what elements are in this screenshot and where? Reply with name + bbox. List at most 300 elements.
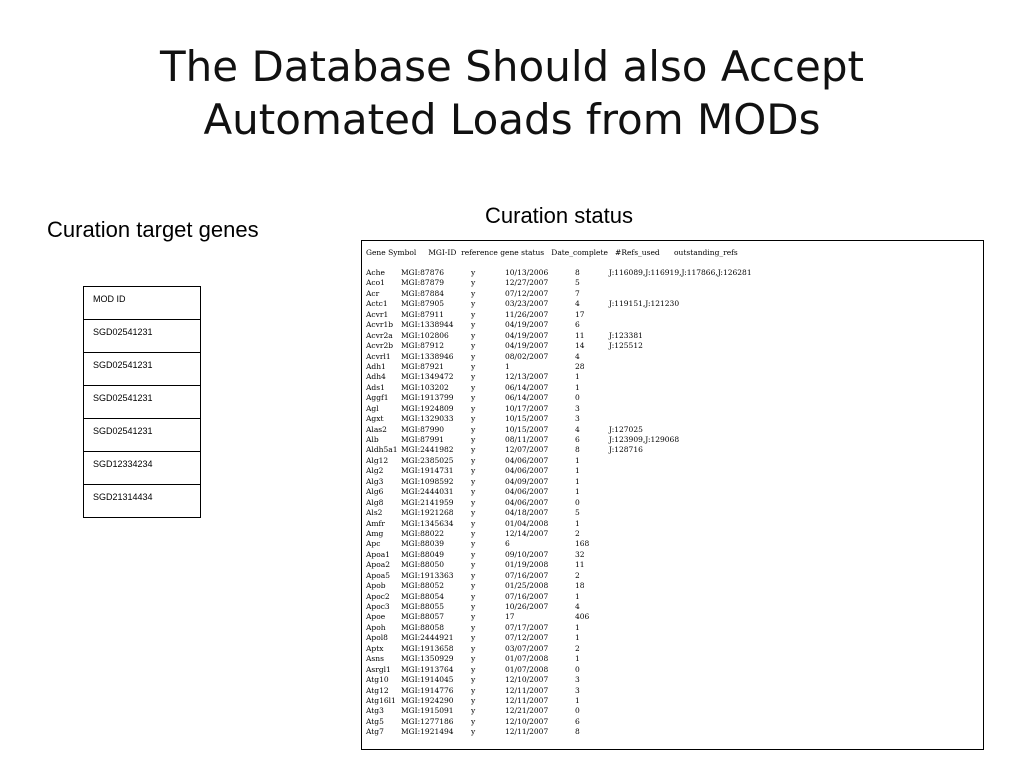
status-table-row xyxy=(362,560,983,570)
status-table-row xyxy=(362,727,983,737)
refs-used-cell: 0 xyxy=(575,393,580,403)
gene-symbol-cell: Amfr xyxy=(366,518,385,528)
gene-symbol-cell: Apc xyxy=(366,539,381,549)
date-complete-cell: 04/19/2007 xyxy=(505,341,549,351)
mgi-id-cell: MGI:87921 xyxy=(401,361,445,371)
refs-used-cell: 0 xyxy=(575,664,580,674)
reference-status-cell: y xyxy=(471,455,476,465)
status-table-row xyxy=(362,414,983,424)
date-complete-cell: 10/26/2007 xyxy=(505,602,549,611)
mod-id-cell: SGD21314434 xyxy=(84,485,201,518)
date-complete-cell: 01/07/2008 xyxy=(505,654,549,664)
mgi-id-cell: MGI:1915091 xyxy=(401,706,454,716)
date-complete-cell: 10/13/2006 xyxy=(505,268,549,277)
date-complete-cell: 04/06/2007 xyxy=(505,497,549,507)
gene-symbol-cell: Aco1 xyxy=(366,278,385,288)
status-table-header: Gene Symbol MGI-ID reference gene status Date_complete #Refs_used outstanding_refs xyxy=(366,248,738,257)
refs-used-cell: 17 xyxy=(575,309,585,319)
mgi-id-cell: MGI:1914731 xyxy=(401,466,454,476)
gene-symbol-cell: Alg3 xyxy=(366,476,384,486)
status-table-row xyxy=(362,372,983,382)
date-complete-cell: 12/27/2007 xyxy=(505,278,549,288)
outstanding-refs-cell: J:116089,J:116919,J:117866,J:126281 xyxy=(609,268,752,277)
reference-status-cell: y xyxy=(471,602,476,611)
reference-status-cell: y xyxy=(471,424,476,434)
mod-table-row xyxy=(84,386,201,419)
status-table-row xyxy=(362,425,983,435)
mgi-id-cell: MGI:87991 xyxy=(401,435,445,444)
status-table-row xyxy=(362,644,983,654)
reference-status-cell: y xyxy=(471,706,476,716)
mgi-id-cell: MGI:87876 xyxy=(401,268,445,277)
refs-used-cell: 8 xyxy=(575,727,580,737)
gene-symbol-cell: Asrgl1 xyxy=(366,664,391,674)
date-complete-cell: 04/06/2007 xyxy=(505,455,549,465)
reference-status-cell: y xyxy=(471,591,476,601)
status-table-row xyxy=(362,654,983,664)
mod-id-cell: SGD02541231 xyxy=(84,320,201,353)
gene-symbol-cell: Agxt xyxy=(366,414,384,424)
gene-symbol-cell: Actc1 xyxy=(366,299,388,309)
gene-symbol-cell: Apoc2 xyxy=(366,591,390,601)
refs-used-cell: 5 xyxy=(575,278,580,288)
date-complete-cell: 12/07/2007 xyxy=(505,445,549,455)
date-complete-cell: 17 xyxy=(505,612,515,622)
refs-used-cell: 4 xyxy=(575,602,580,611)
refs-used-cell: 2 xyxy=(575,643,580,653)
reference-status-cell: y xyxy=(471,695,476,705)
mgi-id-cell: MGI:1921494 xyxy=(401,727,454,737)
status-table-row xyxy=(362,612,983,622)
outstanding-refs-cell: J:123381 xyxy=(609,330,643,340)
refs-used-cell: 18 xyxy=(575,581,585,591)
reference-status-cell: y xyxy=(471,581,476,591)
gene-symbol-cell: Amg xyxy=(366,528,384,538)
mgi-id-cell: MGI:2385025 xyxy=(401,455,454,465)
refs-used-cell: 3 xyxy=(575,675,580,685)
gene-symbol-cell: Apoa1 xyxy=(366,549,390,559)
reference-status-cell: y xyxy=(471,675,476,685)
date-complete-cell: 10/15/2007 xyxy=(505,414,549,424)
gene-symbol-cell: Acvrl1 xyxy=(366,351,391,361)
status-table-row xyxy=(362,435,983,445)
date-complete-cell: 04/18/2007 xyxy=(505,508,549,518)
reference-status-cell: y xyxy=(471,372,476,382)
reference-status-cell: y xyxy=(471,466,476,476)
mgi-id-cell: MGI:88058 xyxy=(401,622,445,632)
mgi-id-cell: MGI:1338944 xyxy=(401,320,454,330)
gene-symbol-cell: Atg16l1 xyxy=(366,695,396,705)
status-table-row xyxy=(362,331,983,341)
mgi-id-cell: MGI:2444031 xyxy=(401,487,454,497)
date-complete-cell: 10/17/2007 xyxy=(505,403,549,413)
status-table-row xyxy=(362,477,983,487)
date-complete-cell: 07/16/2007 xyxy=(505,591,549,601)
status-table-row xyxy=(362,498,983,508)
gene-symbol-cell: Acvr2b xyxy=(366,341,394,351)
status-table-row xyxy=(362,592,983,602)
date-complete-cell: 12/10/2007 xyxy=(505,675,549,685)
date-complete-cell: 1 xyxy=(505,361,510,371)
refs-used-cell: 4 xyxy=(575,351,580,361)
date-complete-cell: 06/14/2007 xyxy=(505,393,549,403)
status-table-row xyxy=(362,289,983,299)
slide-title xyxy=(0,40,1024,146)
mgi-id-cell: MGI:103202 xyxy=(401,382,449,392)
date-complete-cell: 03/23/2007 xyxy=(505,299,549,309)
reference-status-cell: y xyxy=(471,716,476,726)
mgi-id-cell: MGI:88057 xyxy=(401,612,445,622)
mgi-id-cell: MGI:1338946 xyxy=(401,351,454,361)
reference-status-cell: y xyxy=(471,508,476,518)
gene-symbol-cell: Asns xyxy=(366,654,384,664)
reference-status-cell: y xyxy=(471,727,476,737)
mgi-id-cell: MGI:1349472 xyxy=(401,372,454,382)
gene-symbol-cell: Acvr1 xyxy=(366,309,389,319)
refs-used-cell: 168 xyxy=(575,539,590,549)
slide-title-line-1: The Database Should also Accept xyxy=(160,42,864,91)
mgi-id-cell: MGI:87911 xyxy=(401,309,445,319)
status-table-row xyxy=(362,278,983,288)
reference-status-cell: y xyxy=(471,341,476,351)
date-complete-cell: 12/21/2007 xyxy=(505,706,549,716)
mgi-id-cell: MGI:1913363 xyxy=(401,570,454,580)
refs-used-cell: 0 xyxy=(575,497,580,507)
gene-symbol-cell: Alg12 xyxy=(366,455,389,465)
reference-status-cell: y xyxy=(471,414,476,424)
refs-used-cell: 1 xyxy=(575,476,580,486)
refs-used-cell: 1 xyxy=(575,487,580,497)
refs-used-cell: 3 xyxy=(575,685,580,695)
mgi-id-cell: MGI:1924809 xyxy=(401,403,454,413)
status-table-row xyxy=(362,539,983,549)
status-table-row xyxy=(362,581,983,591)
reference-status-cell: y xyxy=(471,445,476,455)
mgi-id-cell: MGI:88055 xyxy=(401,602,445,611)
date-complete-cell: 06/14/2007 xyxy=(505,382,549,392)
mgi-id-cell: MGI:1914045 xyxy=(401,675,454,685)
reference-status-cell: y xyxy=(471,309,476,319)
status-table-row xyxy=(362,404,983,414)
mgi-id-cell: MGI:1913799 xyxy=(401,393,454,403)
reference-status-cell: y xyxy=(471,403,476,413)
refs-used-cell: 32 xyxy=(575,549,585,559)
curation-status-table xyxy=(361,240,984,750)
date-complete-cell: 12/13/2007 xyxy=(505,372,549,382)
date-complete-cell: 09/10/2007 xyxy=(505,549,549,559)
refs-used-cell: 2 xyxy=(575,528,580,538)
refs-used-cell: 6 xyxy=(575,435,580,444)
refs-used-cell: 1 xyxy=(575,455,580,465)
gene-symbol-cell: Apoc3 xyxy=(366,602,390,611)
date-complete-cell: 04/19/2007 xyxy=(505,330,549,340)
date-complete-cell: 07/12/2007 xyxy=(505,633,549,643)
refs-used-cell: 8 xyxy=(575,445,580,455)
mgi-id-cell: MGI:1924290 xyxy=(401,695,454,705)
status-table-row xyxy=(362,445,983,455)
reference-status-cell: y xyxy=(471,528,476,538)
refs-used-cell: 4 xyxy=(575,299,580,309)
status-table-row xyxy=(362,310,983,320)
date-complete-cell: 04/19/2007 xyxy=(505,320,549,330)
slide-title-line-2: Automated Loads from MODs xyxy=(203,95,821,144)
status-table-row xyxy=(362,550,983,560)
status-table-row xyxy=(362,665,983,675)
date-complete-cell: 08/11/2007 xyxy=(505,435,549,444)
mgi-id-cell: MGI:88022 xyxy=(401,528,445,538)
gene-symbol-cell: Apoe xyxy=(366,612,386,622)
refs-used-cell: 1 xyxy=(575,372,580,382)
mgi-id-cell: MGI:87912 xyxy=(401,341,445,351)
status-table-row xyxy=(362,529,983,539)
gene-symbol-cell: Atg3 xyxy=(366,706,384,716)
gene-symbol-cell: Atg5 xyxy=(366,716,384,726)
reference-status-cell: y xyxy=(471,487,476,497)
refs-used-cell: 2 xyxy=(575,570,580,580)
gene-symbol-cell: Alg8 xyxy=(366,497,384,507)
date-complete-cell: 04/09/2007 xyxy=(505,476,549,486)
status-table-row xyxy=(362,686,983,696)
reference-status-cell: y xyxy=(471,518,476,528)
outstanding-refs-cell: J:127025 xyxy=(609,424,643,434)
outstanding-refs-cell: J:125512 xyxy=(609,341,643,351)
status-table-row xyxy=(362,571,983,581)
mgi-id-cell: MGI:1921268 xyxy=(401,508,454,518)
gene-symbol-cell: Aldh5a1 xyxy=(366,445,398,455)
status-table-row xyxy=(362,508,983,518)
gene-symbol-cell: Alas2 xyxy=(366,424,387,434)
mgi-id-cell: MGI:1329033 xyxy=(401,414,454,424)
status-table-row xyxy=(362,320,983,330)
status-table-row xyxy=(362,633,983,643)
gene-symbol-cell: Apob xyxy=(366,581,386,591)
reference-status-cell: y xyxy=(471,654,476,664)
gene-symbol-cell: Alg6 xyxy=(366,487,384,497)
mgi-id-cell: MGI:1277186 xyxy=(401,716,454,726)
status-table-row xyxy=(362,519,983,529)
refs-used-cell: 3 xyxy=(575,403,580,413)
reference-status-cell: y xyxy=(471,570,476,580)
mod-table-row xyxy=(84,485,201,518)
mgi-id-cell: MGI:2441982 xyxy=(401,445,454,455)
refs-used-cell: 1 xyxy=(575,382,580,392)
gene-symbol-cell: Agl xyxy=(366,403,379,413)
mod-id-cell: SGD02541231 xyxy=(84,353,201,386)
date-complete-cell: 12/14/2007 xyxy=(505,528,549,538)
status-table-row xyxy=(362,675,983,685)
gene-symbol-cell: Apoa5 xyxy=(366,570,390,580)
reference-status-cell: y xyxy=(471,268,476,277)
refs-used-cell: 6 xyxy=(575,320,580,330)
mgi-id-cell: MGI:87990 xyxy=(401,424,445,434)
gene-symbol-cell: Atg10 xyxy=(366,675,389,685)
date-complete-cell: 12/11/2007 xyxy=(505,727,549,737)
refs-used-cell: 11 xyxy=(575,560,585,570)
refs-used-cell: 1 xyxy=(575,654,580,664)
mgi-id-cell: MGI:1350929 xyxy=(401,654,454,664)
reference-status-cell: y xyxy=(471,664,476,674)
date-complete-cell: 6 xyxy=(505,539,510,549)
refs-used-cell: 4 xyxy=(575,424,580,434)
refs-used-cell: 1 xyxy=(575,695,580,705)
reference-status-cell: y xyxy=(471,643,476,653)
mgi-id-cell: MGI:87905 xyxy=(401,299,445,309)
gene-symbol-cell: Apol8 xyxy=(366,633,388,643)
date-complete-cell: 01/25/2008 xyxy=(505,581,549,591)
status-table-row xyxy=(362,299,983,309)
date-complete-cell: 03/07/2007 xyxy=(505,643,549,653)
date-complete-cell: 08/02/2007 xyxy=(505,351,549,361)
mod-table-row xyxy=(84,353,201,386)
reference-status-cell: y xyxy=(471,612,476,622)
status-table-row xyxy=(362,623,983,633)
mgi-id-cell: MGI:87884 xyxy=(401,288,445,298)
reference-status-cell: y xyxy=(471,278,476,288)
mod-id-header-cell: MOD ID xyxy=(84,287,201,320)
status-table-row xyxy=(362,696,983,706)
refs-used-cell: 14 xyxy=(575,341,585,351)
mod-id-cell: SGD12334234 xyxy=(84,452,201,485)
reference-status-cell: y xyxy=(471,476,476,486)
reference-status-cell: y xyxy=(471,351,476,361)
reference-status-cell: y xyxy=(471,299,476,309)
reference-status-cell: y xyxy=(471,622,476,632)
date-complete-cell: 10/15/2007 xyxy=(505,424,549,434)
gene-symbol-cell: Atg7 xyxy=(366,727,384,737)
date-complete-cell: 11/26/2007 xyxy=(505,309,549,319)
reference-status-cell: y xyxy=(471,497,476,507)
mgi-id-cell: MGI:88050 xyxy=(401,560,445,570)
reference-status-cell: y xyxy=(471,393,476,403)
mgi-id-cell: MGI:1914776 xyxy=(401,685,454,695)
mgi-id-cell: MGI:88039 xyxy=(401,539,445,549)
mgi-id-cell: MGI:87879 xyxy=(401,278,445,288)
gene-symbol-cell: Atg12 xyxy=(366,685,389,695)
gene-symbol-cell: Apoh xyxy=(366,622,386,632)
status-table-row xyxy=(362,362,983,372)
status-table-row xyxy=(362,393,983,403)
date-complete-cell: 01/07/2008 xyxy=(505,664,549,674)
mgi-id-cell: MGI:102806 xyxy=(401,330,449,340)
status-table-row xyxy=(362,456,983,466)
status-table-row xyxy=(362,602,983,612)
refs-used-cell: 0 xyxy=(575,706,580,716)
refs-used-cell: 6 xyxy=(575,716,580,726)
outstanding-refs-cell: J:128716 xyxy=(609,445,643,455)
date-complete-cell: 12/10/2007 xyxy=(505,716,549,726)
curation-status-heading: Curation status xyxy=(485,203,633,228)
gene-symbol-cell: Aptx xyxy=(366,643,384,653)
reference-status-cell: y xyxy=(471,382,476,392)
gene-symbol-cell: Ache xyxy=(366,268,385,277)
status-table-row xyxy=(362,268,983,278)
mod-id-cell: SGD02541231 xyxy=(84,386,201,419)
refs-used-cell: 1 xyxy=(575,622,580,632)
gene-symbol-cell: Ads1 xyxy=(366,382,385,392)
mgi-id-cell: MGI:1913658 xyxy=(401,643,454,653)
reference-status-cell: y xyxy=(471,685,476,695)
date-complete-cell: 04/06/2007 xyxy=(505,487,549,497)
mgi-id-cell: MGI:1098592 xyxy=(401,476,454,486)
date-complete-cell: 01/19/2008 xyxy=(505,560,549,570)
status-table-rows xyxy=(362,268,983,738)
mod-id-table xyxy=(83,286,201,518)
mgi-id-cell: MGI:1913764 xyxy=(401,664,454,674)
gene-symbol-cell: Acr xyxy=(366,288,380,298)
status-table-row xyxy=(362,717,983,727)
gene-symbol-cell: Adh1 xyxy=(366,361,386,371)
reference-status-cell: y xyxy=(471,539,476,549)
refs-used-cell: 3 xyxy=(575,414,580,424)
status-table-row xyxy=(362,706,983,716)
date-complete-cell: 12/11/2007 xyxy=(505,695,549,705)
mgi-id-cell: MGI:88052 xyxy=(401,581,445,591)
mod-table-header-row xyxy=(84,287,201,320)
mgi-id-cell: MGI:2444921 xyxy=(401,633,454,643)
refs-used-cell: 7 xyxy=(575,288,580,298)
gene-symbol-cell: Alg2 xyxy=(366,466,384,476)
date-complete-cell: 07/16/2007 xyxy=(505,570,549,580)
gene-symbol-cell: Acvr2a xyxy=(366,330,393,340)
mgi-id-cell: MGI:1345634 xyxy=(401,518,454,528)
mod-table-row xyxy=(84,419,201,452)
refs-used-cell: 1 xyxy=(575,518,580,528)
gene-symbol-cell: Alb xyxy=(366,435,379,444)
reference-status-cell: y xyxy=(471,560,476,570)
outstanding-refs-cell: J:119151,J:121230 xyxy=(609,299,680,309)
gene-symbol-cell: Aggf1 xyxy=(366,393,389,403)
date-complete-cell: 01/04/2008 xyxy=(505,518,549,528)
status-table-row xyxy=(362,487,983,497)
reference-status-cell: y xyxy=(471,288,476,298)
curation-target-genes-heading: Curation target genes xyxy=(47,217,259,242)
refs-used-cell: 1 xyxy=(575,591,580,601)
date-complete-cell: 12/11/2007 xyxy=(505,685,549,695)
status-table-row xyxy=(362,341,983,351)
reference-status-cell: y xyxy=(471,435,476,444)
gene-symbol-cell: Acvr1b xyxy=(366,320,394,330)
refs-used-cell: 28 xyxy=(575,361,585,371)
date-complete-cell: 07/12/2007 xyxy=(505,288,549,298)
refs-used-cell: 1 xyxy=(575,466,580,476)
reference-status-cell: y xyxy=(471,330,476,340)
status-table-row xyxy=(362,352,983,362)
refs-used-cell: 11 xyxy=(575,330,585,340)
mod-table-row xyxy=(84,452,201,485)
gene-symbol-cell: Apoa2 xyxy=(366,560,390,570)
mod-id-cell: SGD02541231 xyxy=(84,419,201,452)
reference-status-cell: y xyxy=(471,633,476,643)
mgi-id-cell: MGI:88049 xyxy=(401,549,445,559)
mgi-id-cell: MGI:2141959 xyxy=(401,497,454,507)
status-table-row xyxy=(362,383,983,393)
gene-symbol-cell: Adh4 xyxy=(366,372,386,382)
mod-table-row xyxy=(84,320,201,353)
date-complete-cell: 07/17/2007 xyxy=(505,622,549,632)
outstanding-refs-cell: J:123909,J:129068 xyxy=(609,435,680,444)
mgi-id-cell: MGI:88054 xyxy=(401,591,445,601)
gene-symbol-cell: Als2 xyxy=(366,508,383,518)
reference-status-cell: y xyxy=(471,361,476,371)
refs-used-cell: 5 xyxy=(575,508,580,518)
refs-used-cell: 406 xyxy=(575,612,590,622)
refs-used-cell: 1 xyxy=(575,633,580,643)
reference-status-cell: y xyxy=(471,549,476,559)
refs-used-cell: 8 xyxy=(575,268,580,277)
date-complete-cell: 04/06/2007 xyxy=(505,466,549,476)
reference-status-cell: y xyxy=(471,320,476,330)
status-table-row xyxy=(362,466,983,476)
